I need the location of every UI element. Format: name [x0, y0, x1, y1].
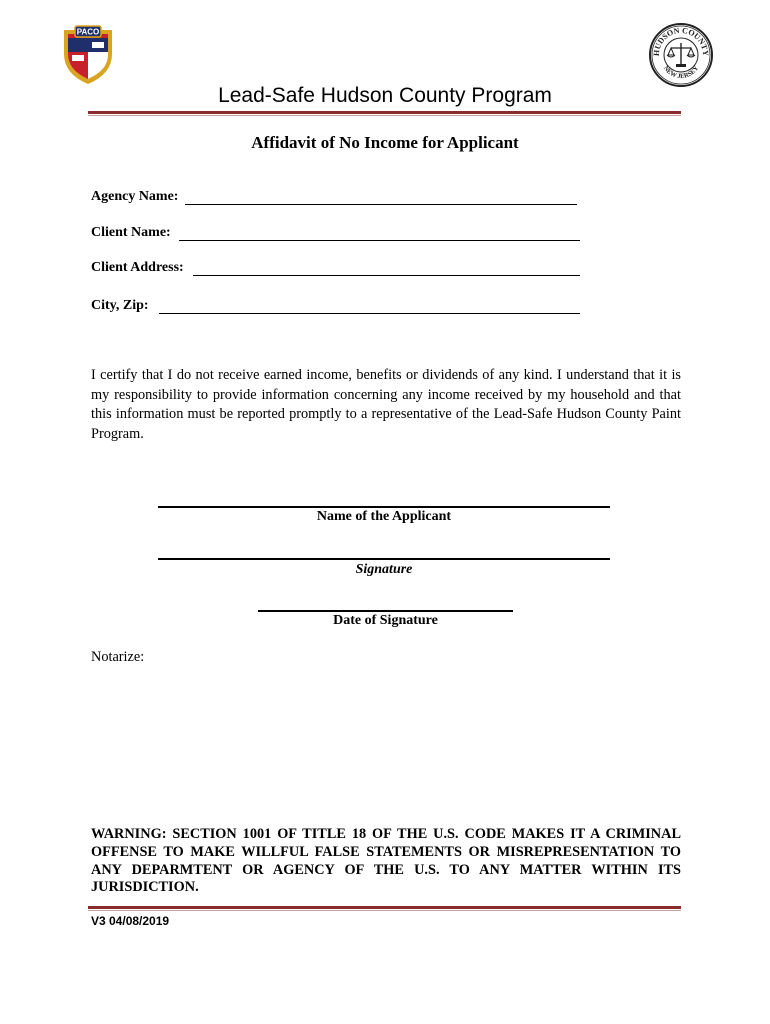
seal-top-text: HUDSON COUNTY	[651, 25, 711, 57]
client-name-input[interactable]	[179, 240, 580, 241]
legal-warning: WARNING: SECTION 1001 OF TITLE 18 OF THE U.S. CODE MAKES IT A CRIMINAL OFFENSE TO MAKE WILLFUL FALSE STATEMENTS OR MISREPRESENTATION TO ANY DEPARMTENT OR AGENCY OF THE U.S. TO ANY MATTER WITHIN ITS JURISDICTION.	[91, 826, 681, 896]
footer-divider-shadow	[88, 910, 681, 911]
signature-caption: Signature	[355, 562, 413, 577]
signature-line[interactable]	[158, 558, 610, 560]
footer-divider	[88, 906, 681, 909]
agency-name-field	[91, 189, 178, 205]
date-of-signature-line[interactable]	[258, 610, 513, 612]
client-name-field	[91, 225, 171, 241]
notarize-label: Notarize:	[91, 649, 145, 665]
client-address-label: Client Address:	[91, 260, 184, 275]
date-of-signature-caption: Date of Signature	[333, 613, 438, 628]
header-divider-shadow	[88, 115, 681, 116]
header-divider	[88, 111, 681, 114]
client-address-field	[91, 260, 184, 276]
city-zip-label: City, Zip:	[91, 298, 149, 313]
paco-shield-icon	[60, 24, 116, 86]
agency-name-label: Agency Name:	[91, 189, 179, 204]
version-label: V3 04/08/2019	[91, 914, 170, 928]
paco-logo-text: PACO	[76, 27, 100, 37]
applicant-name-line[interactable]	[158, 506, 610, 508]
program-title: Lead-Safe Hudson County Program	[218, 84, 552, 107]
client-name-label: Client Name:	[91, 225, 171, 240]
agency-name-input[interactable]	[185, 204, 577, 205]
form-title: Affidavit of No Income for Applicant	[251, 133, 519, 152]
city-zip-field	[91, 298, 149, 314]
applicant-name-caption: Name of the Applicant	[316, 509, 452, 524]
paco-shield-logo	[60, 24, 116, 86]
seal-bottom-text: NEW JERSEY	[661, 64, 701, 81]
county-seal-icon	[648, 22, 714, 88]
certification-paragraph: I certify that I do not receive earned income, benefits or dividends of any kind. I understand that it is my responsibility to provide information concerning any income received by my household and that this information must be reported promptly to a representative of the Lead-Safe Hudson County Paint Program.	[91, 367, 681, 442]
hudson-county-seal	[648, 22, 714, 88]
city-zip-input[interactable]	[159, 313, 580, 314]
client-address-input[interactable]	[193, 275, 580, 276]
